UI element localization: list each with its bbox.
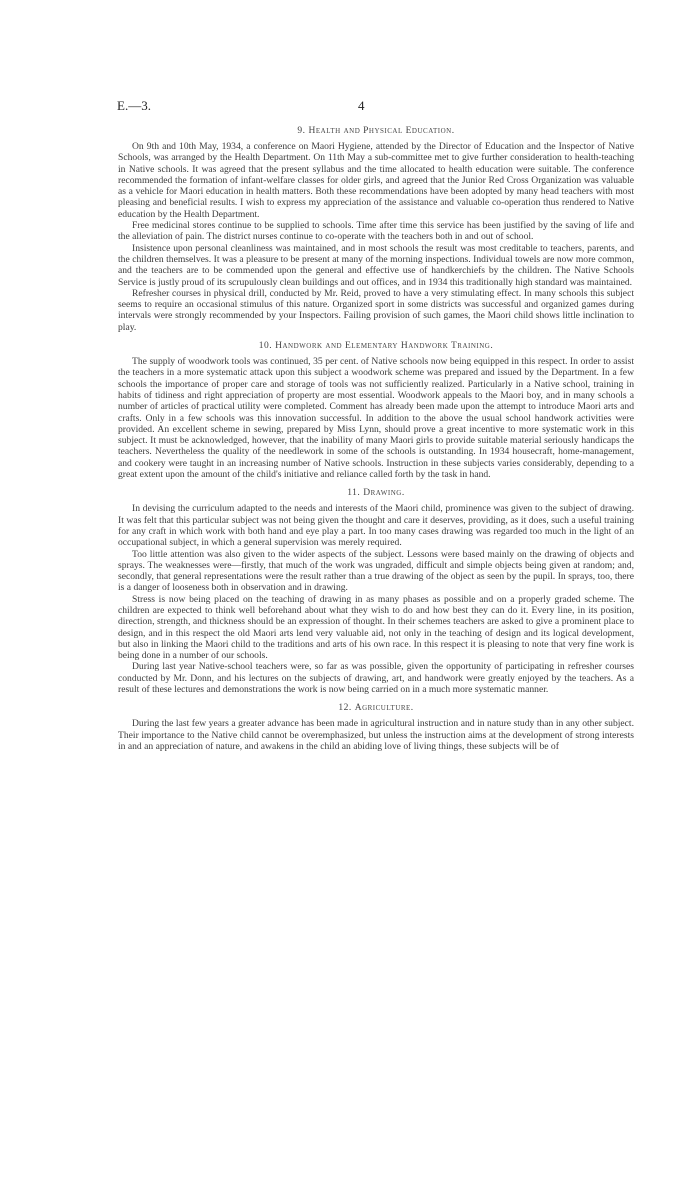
paragraph: Free medicinal stores continue to be supplied to schools. Time after time this service has been justified by the saving of life and the alleviation of pain. The district nurses continue to co-operate with the teachers both in and out of school. <box>118 220 634 243</box>
section-heading: 12. Agriculture. <box>338 703 414 714</box>
paragraph: Insistence upon personal cleanliness was maintained, and in most schools the result was most creditable to teachers, parents, and the children themselves. It was a pleasure to be present at many of the morning inspections. Individual towels are now more common, and the teachers are to be commended upon the general and effective use of handkerchiefs by the children. The Native Schools Service is justly proud of its scrupulously clean buildings and out offices, and in 1934 this traditionally high standard was maintained. <box>118 242 634 288</box>
section-agriculture <box>118 703 634 752</box>
paragraph: During last year Native-school teachers were, so far as was possible, given the opportunity of participating in refresher courses conducted by Mr. Donn, and his lectures on the subjects of drawing, art, and handwork were greatly enjoyed by the teachers. As a result of these lectures and demonstrations the work is now being carried on in a much more systematic manner. <box>118 661 634 696</box>
paragraph: In devising the curriculum adapted to the needs and interests of the Maori child, prominence was given to the subject of drawing. It was felt that this particular subject was not being given the thought and care it deserves, providing, as it does, such a useful training for any craft in which work with both hand and eye play a part. In too many cases drawing was regarded too much in the light of an occupational subject, in which a general supervision was merely required. <box>118 503 634 549</box>
paragraph: The supply of woodwork tools was continued, 35 per cent. of Native schools now being equipped in this respect. In order to assist the teachers in a more systematic attack upon this subject a woodwork scheme was prepared and issued by the Department. In a few schools the importance of proper care and storage of tools was not sufficiently realized. Particularly in a Native school, training in habits of tidiness and right appreciation of property are most essential. Woodwork appeals to the Maori boy, and in many schools a number of articles of practical utility were completed. Comment has already been made upon the attempt to introduce Maori arts and crafts. Only in a few schools was this innovation successful. In addition to the above the usual school handwork activities were provided. An excellent scheme in sewing, prepared by Miss Lynn, should prove a great incentive to more systematic work in this subject. It must be acknowledged, however, that the inability of many Maori girls to provide suitable material seriously handicaps the teachers. Nevertheless the quality of the needlework in some of the schools is outstanding. In 1934 housecraft, home-management, and cookery were taught in an increasing number of Native schools. Instruction in these subjects varies considerably, depending to a great extent upon the amount of the child's initiative and reliance called forth by the task in hand. <box>118 356 634 481</box>
section-heading: 9. Health and Physical Education. <box>297 126 455 136</box>
document-body <box>118 126 634 752</box>
section-heading: 10. Handwork and Elementary Handwork Training. <box>258 341 494 352</box>
section-drawing <box>118 488 634 695</box>
paragraph: Too little attention was also given to the wider aspects of the subject. Lessons were based mainly on the drawing of objects and sprays. The weaknesses were—firstly, that much of the work was ungraded, difficult and simple objects being given at random; and, secondly, that general representations were the result rather than a true drawing of the object as seen by the pupil. In sprays, too, there is a danger of looseness both in observation and in drawing. <box>118 548 634 594</box>
page-number: 4 <box>358 98 365 113</box>
page-header <box>0 98 700 116</box>
section-health <box>118 126 634 333</box>
paragraph: Stress is now being placed on the teaching of drawing in as many phases as possible and on a properly graded scheme. The children are expected to think well beforehand about what they wish to do and how best they can do it. Every line, in its position, direction, strength, and thickness should be an expression of thought. In their schemes teachers are asked to give a prominent place to design, and in this respect the old Maori arts lend very valuable aid, not only in the teaching of design and its logical development, but also in linking the Maori child to the traditions and arts of his own race. In this respect it is pleasing to note that very fine work is being done in a number of our schools. <box>118 593 634 662</box>
paragraph: Refresher courses in physical drill, conducted by Mr. Reid, proved to have a very stimulating effect. In many schools this subject seems to require an occasional stimulus of this nature. Organized sport in some districts was successful and organized games during intervals were strongly recommended by your Inspectors. Failing provision of such games, the Maori child shows little inclination to play. <box>118 287 634 333</box>
section-handwork <box>118 341 634 480</box>
section-heading: 11. Drawing. <box>347 488 405 499</box>
report-reference: E.—3. <box>117 98 151 113</box>
paragraph: During the last few years a greater advance has been made in agricultural instruction and in nature study than in any other subject. Their importance to the Native child cannot be overemphasized, but unless the instruction aims at the development of strong interests in and an appreciation of nature, and awakens in the child an abiding love of living things, these subjects will be of <box>118 718 634 752</box>
paragraph: On 9th and 10th May, 1934, a conference on Maori Hygiene, attended by the Director of Education and the Inspector of Native Schools, was arranged by the Health Department. On 11th May a sub-committee met to give further consideration to health-teaching in Native schools. It was agreed that the present syllabus and the time allocated to health education were suitable. The conference recommended the formation of infant-welfare classes for older girls, and agreed that the Junior Red Cross Organization was valuable as a vehicle for Maori education in health matters. Both these recommendations have been adopted by many head teachers with most pleasing and beneficial results. I wish to express my appreciation of the assistance and valuable co-operation thus rendered to Native education by the Health Department. <box>118 141 634 220</box>
